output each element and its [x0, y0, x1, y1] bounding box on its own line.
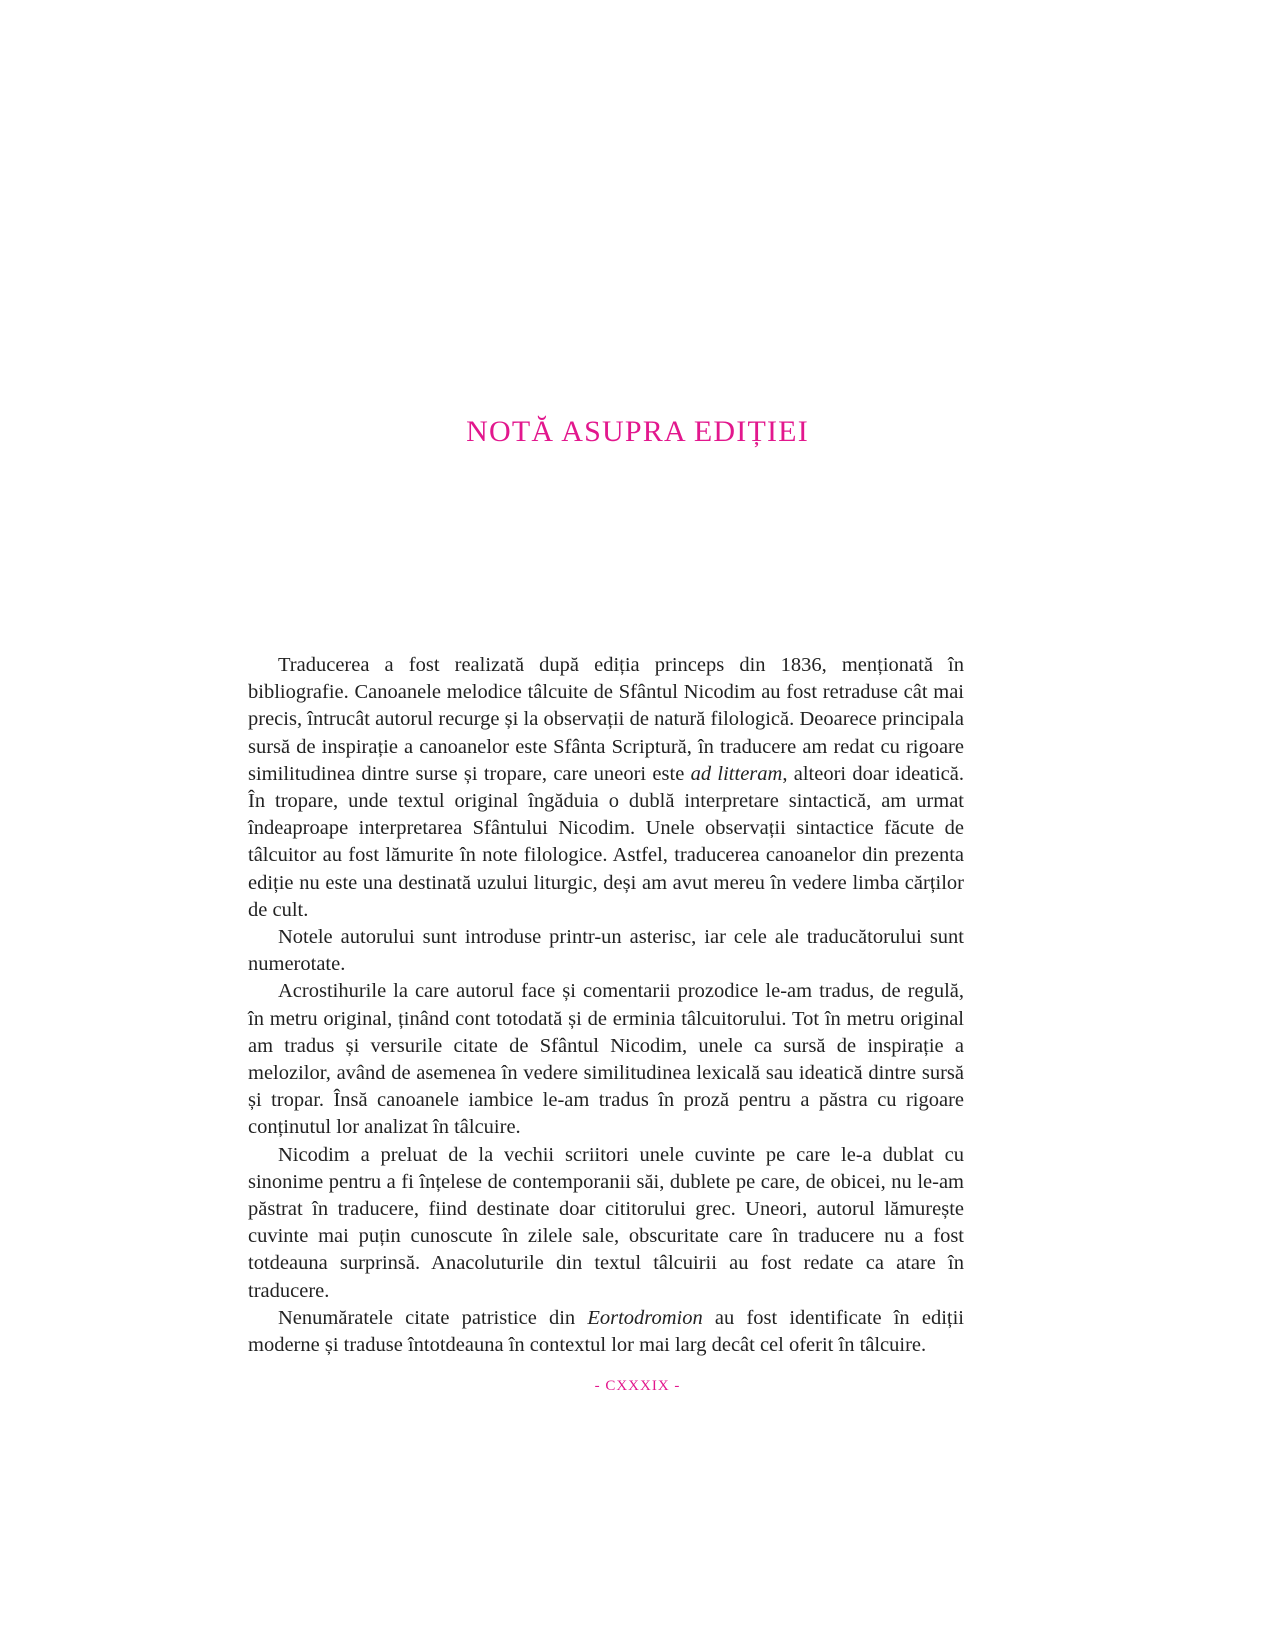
- paragraph-1: [248, 652, 964, 924]
- paragraph-3: [248, 978, 964, 1141]
- paragraph-1-text-b: , alteori doar ideatică. În tropare, unde textul original îngăduia o dublă interpretare sintactică, am urmat îndeaproape interpretarea Sfântului Nicodim. Unele observații sintactice făcute de tâlcuitor au fost lămurite în note filologice. Astfel, traducerea canoanelor din prezenta ediție nu este una destinată uzului liturgic, deși am avut mereu în vedere limba cărților de cult.: [248, 762, 964, 921]
- paragraph-3-text: Acrostihurile la care autorul face și comentarii prozodice le-am tradus, de regulă, în metru original, ținând cont totodată și de erminia tâlcuitorului. Tot în metru original am tradus și versurile citate de Sfântul Nicodim, unele ca sursă de inspirație a melozilor, având de asemenea în vedere similitudinea lexicală sau ideatică dintre sursă și tropar. Însă canoanele iambice le-am tradus în proză pentru a păstra cu rigoare conținutul lor analizat în tâlcuire.: [248, 980, 964, 1139]
- paragraph-5: [248, 1305, 964, 1359]
- body-text: [248, 652, 964, 1359]
- paragraph-1-italic-term: ad litteram: [690, 762, 783, 785]
- paragraph-1-text-a: Traducerea a fost realizată după ediția princeps din 1836, menționată în bibliografie. Canoanele melodice tâlcuite de Sfântul Nicodim au fost retraduse cât mai precis, întrucât autorul recurge și la observații de natură filologică. Deoarece principala sursă de inspirație a canoanelor este Sfânta Scriptură, în traducere am redat cu rigoare similitudinea dintre surse și tropare, care uneori este: [248, 654, 964, 785]
- paragraph-4: [248, 1142, 964, 1305]
- paragraph-2-text: Notele autorului sunt introduse printr-un asterisc, iar cele ale traducătorului sunt numerotate.: [248, 926, 964, 976]
- paragraph-4-text: Nicodim a preluat de la vechii scriitori unele cuvinte pe care le-a dublat cu sinonime pentru a fi înțelese de contemporanii săi, dublete pe care, de obicei, nu le-am păstrat în traducere, fiind destinate doar cititorului grec. Uneori, autorul lămurește cuvinte mai puțin cunoscute în zilele sale, obscuritate care în traducere nu a fost totdeauna surprinsă. Anacoluturile din textul tâlcuirii au fost redate ca atare în traducere.: [248, 1143, 964, 1302]
- paragraph-5-text-b: au fost identificate în ediții moderne și traduse întotdeauna în contextul lor mai larg decât cel oferit în tâlcuire.: [248, 1306, 964, 1357]
- page-number: - CXXXIX -: [594, 1378, 681, 1394]
- paragraph-5-text-a: Nenumăratele citate patristice din: [278, 1306, 588, 1329]
- paragraph-5-italic-title: Eortodromion: [587, 1306, 703, 1329]
- chapter-title: NOTĂ ASUPRA EDIȚIEI: [466, 415, 809, 448]
- paragraph-2: [248, 924, 964, 978]
